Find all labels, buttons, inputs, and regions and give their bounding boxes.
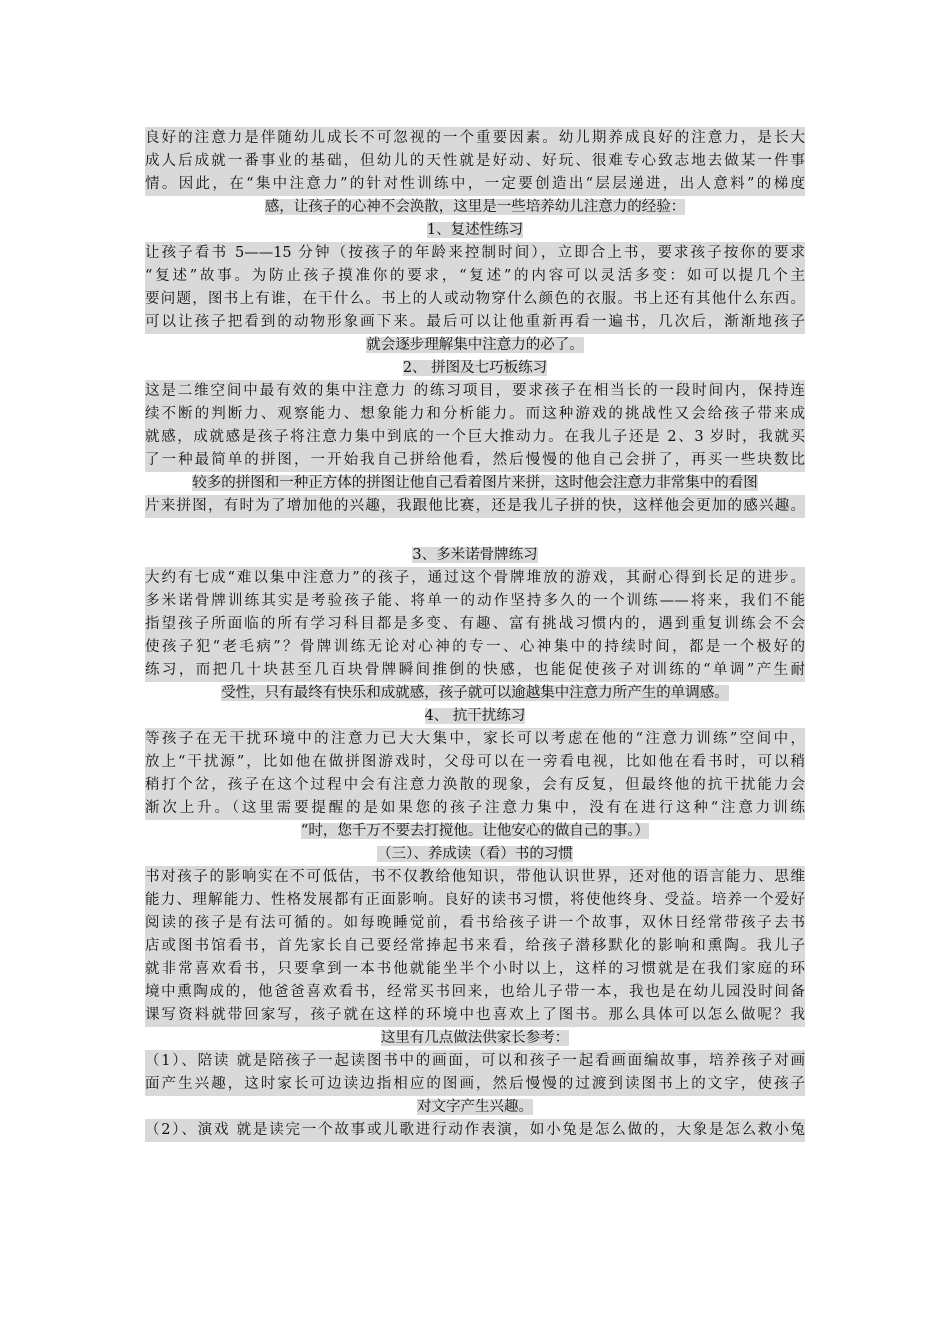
highlighted-text: （三）、养成读（看）书的习惯 <box>377 846 573 862</box>
highlighted-text: 稍打个岔，孩子在这个过程中会有注意力涣散的现象，会有反复，但最终他的抗干扰能力会 <box>145 774 805 797</box>
text-line <box>145 357 805 380</box>
document-page <box>145 127 805 1142</box>
text-line <box>145 1004 805 1027</box>
text-line <box>145 567 805 590</box>
text-line <box>145 544 805 567</box>
text-line <box>145 403 805 426</box>
text-line <box>145 495 805 518</box>
text-line <box>145 889 805 912</box>
text-line <box>145 1073 805 1096</box>
text-line <box>145 912 805 935</box>
highlighted-text: 良好的注意力是伴随幼儿成长不可忽视的一个重要因素。幼儿期养成良好的注意力，是长大 <box>145 127 805 150</box>
text-line <box>145 265 805 288</box>
highlighted-text: 这里有几点做法供家长参考： <box>380 1030 570 1046</box>
highlighted-text: 情。因此，在“集中注意力”的针对性训练中，一定要创造出“层层递进，出人意料”的梯度 <box>145 173 805 196</box>
text-line <box>145 659 805 682</box>
highlighted-text: 较多的拼图和一种正方体的拼图让他自己看着图片来拼，这时他会注意力非常集中的看图 <box>192 475 758 491</box>
text-line <box>145 311 805 334</box>
highlighted-text: 大约有七成“难以集中注意力”的孩子，通过这个骨牌堆放的游戏，其耐心得到长足的进步。 <box>145 567 805 590</box>
text-line <box>145 636 805 659</box>
highlighted-text: 要问题，图书上有谁，在干什么。书上的人或动物穿什么颜色的衣服。书上还有其他什么东西。 <box>145 288 805 311</box>
text-line <box>145 242 805 265</box>
highlighted-text: 可以让孩子把看到的动物形象画下来。最后可以让他重新再看一遍书，几次后，渐渐地孩子 <box>145 311 805 334</box>
highlighted-text: 了一种最简单的拼图，一开始我自己拼给他看，然后慢慢的他自己会拼了，再买一些块数比 <box>145 449 805 472</box>
text-line <box>145 958 805 981</box>
text-line <box>145 173 805 196</box>
highlighted-text: 渐次上升。（这里需要提醒的是如果您的孩子注意力集中，没有在进行这种“注意力训练 <box>145 797 805 820</box>
text-line <box>145 380 805 403</box>
text-line <box>145 196 805 219</box>
highlighted-text: 感，让孩子的心神不会涣散，这里是一些培养幼儿注意力的经验： <box>264 199 686 215</box>
highlighted-text: 3、多米诺骨牌练习 <box>412 547 538 563</box>
highlighted-text: 使孩子犯“老毛病”？骨牌训练无论对心神的专一、心神集中的持续时间，都是一个极好的 <box>145 636 805 659</box>
highlighted-text: 就会逐步理解集中注意力的必了。 <box>366 337 584 353</box>
text-line <box>145 866 805 889</box>
text-line <box>145 449 805 472</box>
highlighted-text: 店或图书馆看书，首先家长自己要经常捧起书来看，给孩子潜移默化的影响和熏陶。我儿子 <box>145 935 805 958</box>
text-line <box>145 1096 805 1119</box>
highlighted-text: 就非常喜欢看书，只要拿到一本书他就能坐半个小时以上，这样的习惯就是在我们家庭的环 <box>145 958 805 981</box>
text-line <box>145 935 805 958</box>
text-line <box>145 981 805 1004</box>
highlighted-text: 受性，只有最终有快乐和成就感，孩子就可以逾越集中注意力所产生的单调感。 <box>221 685 729 701</box>
highlighted-text: 4、 抗干扰练习 <box>424 708 526 724</box>
highlighted-text: 能力、理解能力、性格发展都有正面影响。良好的读书习惯，将使他终身、受益。培养一个爱好 <box>145 889 805 912</box>
text-line <box>145 426 805 449</box>
highlighted-text: （2）、演戏 就是读完一个故事或儿歌进行动作表演，如小兔是怎么做的，大象是怎么救小兔 <box>145 1119 805 1142</box>
highlighted-text: 练习，而把几十块甚至几百块骨牌瞬间推倒的快感，也能促使孩子对训练的“单调”产生耐 <box>145 659 805 682</box>
text-line <box>145 472 805 495</box>
text-line <box>145 843 805 866</box>
text-line <box>145 682 805 705</box>
highlighted-text: 书对孩子的影响实在不可低估，书不仅教给他知识，带他认识世界，还对他的语言能力、思维 <box>145 866 805 889</box>
blank-line <box>145 518 805 544</box>
text-line <box>145 288 805 311</box>
highlighted-text: 等孩子在无干扰环境中的注意力已大大集中，家长可以考虑在他的“注意力训练”空间中， <box>145 728 805 751</box>
text-line <box>145 820 805 843</box>
text-line <box>145 751 805 774</box>
text-line <box>145 127 805 150</box>
text-line <box>145 613 805 636</box>
text-line <box>145 590 805 613</box>
highlighted-text: 面产生兴趣，这时家长可边读边指相应的图画，然后慢慢的过渡到读图书上的文字，使孩子 <box>145 1073 805 1096</box>
highlighted-text: 1、复述性练习 <box>426 222 524 238</box>
text-line <box>145 728 805 751</box>
text-line <box>145 774 805 797</box>
highlighted-text: “时，您千万不要去打搅他。让他安心的做自己的事。） <box>300 823 650 839</box>
text-line <box>145 705 805 728</box>
text-line <box>145 797 805 820</box>
highlighted-text: 指望孩子所面临的所有学习科目都是多变、有趣、富有挑战习惯内的，遇到重复训练会不会 <box>145 613 805 636</box>
highlighted-text: 让孩子看书 5——15 分钟（按孩子的年龄来控制时间），立即合上书，要求孩子按你的要求 <box>145 242 805 265</box>
highlighted-text: 境中熏陶成的，他爸爸喜欢看书，经常买书回来，也给儿子带一本，我也是在幼儿园没时间备 <box>145 981 805 1004</box>
highlighted-text: 课写资料就带回家写，孩子就在这样的环境中也喜欢上了图书。那么具体可以怎么做呢？我 <box>145 1004 805 1027</box>
highlighted-text: （1）、陪读 就是陪孩子一起读图书中的画面，可以和孩子一起看画面编故事，培养孩子对画 <box>145 1050 805 1073</box>
highlighted-text: 片来拼图，有时为了增加他的兴趣，我跟他比赛，还是我儿子拼的快，这样他会更加的感兴趣。 <box>145 495 805 518</box>
highlighted-text: 放上“干扰源”，比如他在做拼图游戏时，父母可以在一旁看电视，比如他在看书时，可以稍 <box>145 751 805 774</box>
text-line <box>145 150 805 173</box>
highlighted-text: 就感，成就感是孩子将注意力集中到底的一个巨大推动力。在我儿子还是 2、3 岁时，我就买 <box>145 426 805 449</box>
text-line <box>145 1050 805 1073</box>
highlighted-text: 成人后成就一番事业的基础，但幼儿的天性就是好动、好玩、很难专心致志地去做某一件事 <box>145 150 805 173</box>
highlighted-text: 阅读的孩子是有法可循的。如每晚睡觉前，看书给孩子讲一个故事，双休日经常带孩子去书 <box>145 912 805 935</box>
highlighted-text: 2、 拼图及七巧板练习 <box>402 360 548 376</box>
highlighted-text: “复述”故事。为防止孩子摸准你的要求，“复述”的内容可以灵活多变：如可以提几个主 <box>145 265 805 288</box>
text-line <box>145 219 805 242</box>
highlighted-text: 这是二维空间中最有效的集中注意力 的练习项目，要求孩子在相当长的一段时间内，保持连 <box>145 380 805 403</box>
highlighted-text: 多米诺骨牌训练其实是考验孩子能、将单一的动作坚持多久的一个训练——将来，我们不能 <box>145 590 805 613</box>
text-line <box>145 1027 805 1050</box>
highlighted-text: 续不断的判断力、观察能力、想象能力和分析能力。而这种游戏的挑战性又会给孩子带来成 <box>145 403 805 426</box>
highlighted-text: 对文字产生兴趣。 <box>417 1099 533 1115</box>
text-line <box>145 1119 805 1142</box>
text-line <box>145 334 805 357</box>
